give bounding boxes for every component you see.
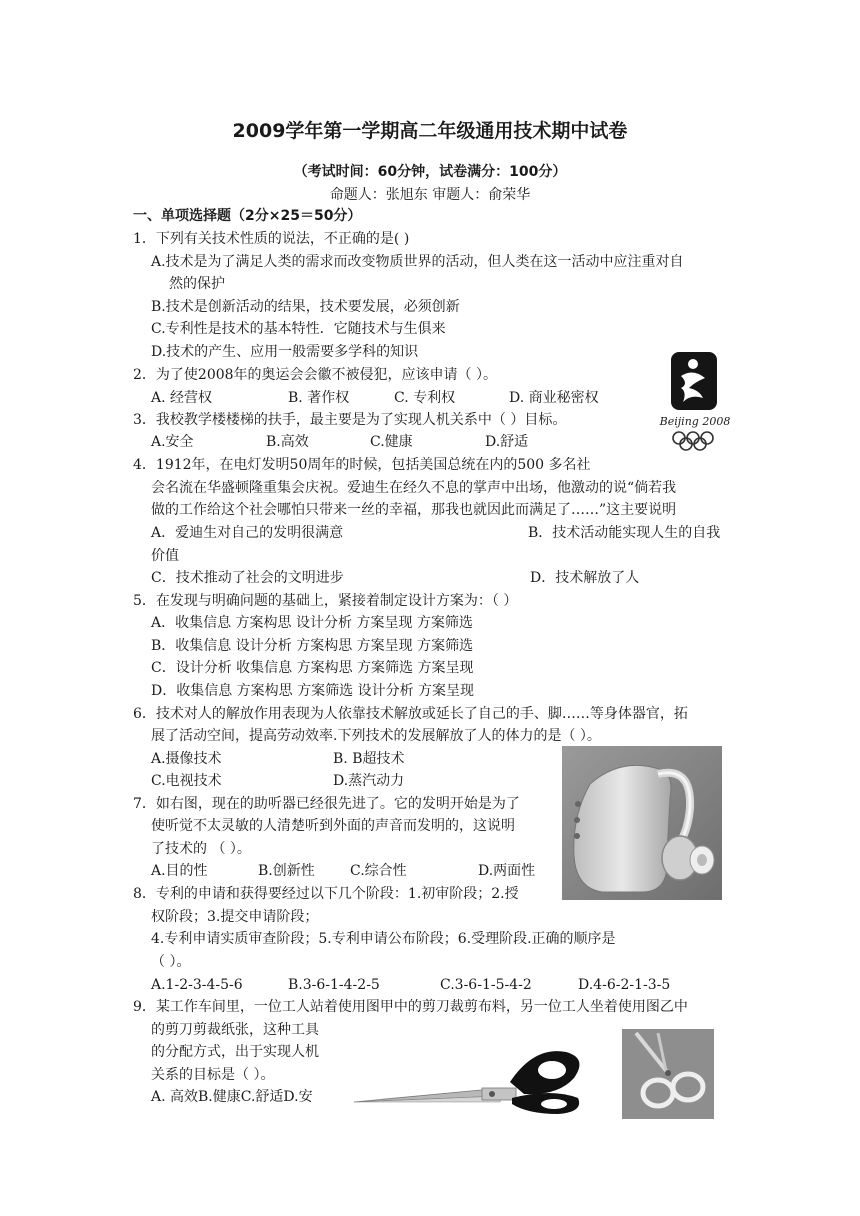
q1-stem: 1．下列有关技术性质的说法，不正确的是( ) xyxy=(133,231,410,247)
q3-stem: 3．我校教学楼楼梯的扶手，最主要是为了实现人机关系中（ ）目标。 xyxy=(133,412,567,428)
q2-option-b: B. 著作权 xyxy=(288,390,350,406)
q6-option-b: B. B超技术 xyxy=(333,751,405,767)
q7-option-d: D.两面性 xyxy=(478,863,536,879)
svg-text:Beijing 2008: Beijing 2008 xyxy=(659,415,731,428)
q4-option-c: C．技术推动了社会的文明进步 xyxy=(151,570,344,586)
small-scissors-image xyxy=(622,1029,714,1119)
q5-option-a: A．收集信息 方案构思 设计分析 方案呈现 方案筛选 xyxy=(151,615,473,631)
q7-option-c: C.综合性 xyxy=(350,863,407,879)
q6-option-a: A.摄像技术 xyxy=(151,751,222,767)
q6-option-d: D.蒸汽动力 xyxy=(333,773,405,789)
q4-line-1: 4．1912年，在电灯发明50周年的时候，包括美国总统在内的500 多名社 xyxy=(133,457,591,473)
q4-option-b-cont: 价值 xyxy=(151,548,179,564)
q1-option-d: D.技术的产生、应用一般需要多学科的知识 xyxy=(151,344,419,360)
hearing-aid-icon xyxy=(562,746,722,900)
tailor-scissors-icon xyxy=(352,1044,588,1116)
q5-option-d: D．收集信息 方案构思 方案筛选 设计分析 方案呈现 xyxy=(151,683,475,699)
q7-line-2: 使听觉不太灵敏的人清楚听到外面的声音而发明的，这说明 xyxy=(151,818,515,834)
q2-option-d: D. 商业秘密权 xyxy=(509,390,599,406)
exam-authors: 命题人：张旭东 审题人：俞荣华 xyxy=(329,187,531,203)
q6-line-2: 展了活动空间，提高劳动效率.下列技术的发展解放了人的体力的是（ ）。 xyxy=(151,728,601,744)
tailor-scissors-image xyxy=(352,1044,588,1116)
hearing-aid-image xyxy=(562,746,722,900)
q3-option-d: D.舒适 xyxy=(485,434,529,450)
q4-option-d: D．技术解放了人 xyxy=(530,570,640,586)
q1-option-c: C.专利性是技术的基本特性．它随技术与生俱来 xyxy=(151,321,446,337)
q3-option-c: C.健康 xyxy=(370,434,413,450)
q3-option-b: B.高效 xyxy=(266,434,309,450)
q7-line-3: 了技术的 （ ）。 xyxy=(151,841,251,857)
q3-option-a: A.安全 xyxy=(151,434,194,450)
q8-option-d: D.4-6-2-1-3-5 xyxy=(578,977,671,993)
q4-option-b: B．技术活动能实现人生的自我 xyxy=(528,525,721,541)
q1-option-a: A.技术是为了满足人类的需求而改变物质世界的活动，但人类在这一活动中应注重对自 xyxy=(151,254,684,270)
q2-option-a: A. 经营权 xyxy=(151,390,213,406)
q4-option-a: A．爱迪生对自己的发明很满意 xyxy=(151,525,344,541)
olympic-emblem-icon xyxy=(655,348,735,456)
q1-option-b: B.技术是创新活动的结果，技术要发展，必须创新 xyxy=(151,299,460,315)
q2-stem: 2．为了使2008年的奥运会会徽不被侵犯，应该申请（ ）。 xyxy=(133,367,497,383)
exam-title: 2009学年第一学期高二年级通用技术期中试卷 xyxy=(232,120,628,142)
q6-line-1: 6．技术对人的解放作用表现为人依靠技术解放或延长了自己的手、脚……等身体器官，拓 xyxy=(133,706,688,722)
q7-line-1: 7．如右图，现在的助听器已经很先进了。它的发明开始是为了 xyxy=(133,796,520,812)
beijing-2008-logo xyxy=(655,348,735,456)
q5-option-b: B．收集信息 设计分析 方案构思 方案呈现 方案筛选 xyxy=(151,638,474,654)
q9-line-2: 的剪刀剪裁纸张，这种工具 xyxy=(151,1022,319,1038)
q8-option-c: C.3-6-1-5-4-2 xyxy=(440,977,532,993)
q2-option-c: C. 专利权 xyxy=(394,390,456,406)
q8-line-3: 4.专利申请实质审查阶段；5.专利申请公布阶段；6.受理阶段.正确的顺序是 xyxy=(151,931,616,947)
q5-stem: 5．在发现与明确问题的基础上，紧接着制定设计方案为：（ ） xyxy=(133,593,518,609)
q9-line-5: A. 高效B.健康C.舒适D.安 xyxy=(151,1089,313,1105)
q8-option-b: B.3-6-1-4-2-5 xyxy=(288,977,380,993)
q7-option-a: A.目的性 xyxy=(151,863,208,879)
q1-option-a-cont: 然的保护 xyxy=(169,276,225,292)
q7-option-b: B.创新性 xyxy=(258,863,315,879)
small-scissors-icon xyxy=(622,1029,714,1119)
q9-line-1: 9．某工作车间里，一位工人站着使用图甲中的剪刀裁剪布料，另一位工人坐着使用图乙中 xyxy=(133,999,688,1015)
q8-line-1: 8．专利的申请和获得要经过以下几个阶段：1.初审阶段；2.授 xyxy=(133,886,519,902)
q4-line-3: 做的工作给这个社会哪怕只带来一丝的幸福，那我也就因此而满足了……”这主要说明 xyxy=(151,502,677,518)
q8-line-4: （ ）。 xyxy=(151,954,191,970)
q5-option-c: C．设计分析 收集信息 方案构思 方案筛选 方案呈现 xyxy=(151,660,474,676)
exam-info: （考试时间：60分钟，试卷满分：100分） xyxy=(293,164,567,180)
q6-option-c: C.电视技术 xyxy=(151,773,222,789)
q8-line-2: 权阶段；3.提交申请阶段； xyxy=(151,909,319,925)
q4-line-2: 会名流在华盛顿隆重集会庆祝。爱迪生在经久不息的掌声中出场，他激动的说“倘若我 xyxy=(151,480,677,496)
q8-option-a: A.1-2-3-4-5-6 xyxy=(151,977,243,993)
section-heading: 一、单项选择题（2分×25＝50分） xyxy=(133,208,362,224)
q9-line-3: 的分配方式，出于实现人机 xyxy=(151,1044,319,1060)
q9-line-4: 关系的目标是（ ）。 xyxy=(151,1067,275,1083)
